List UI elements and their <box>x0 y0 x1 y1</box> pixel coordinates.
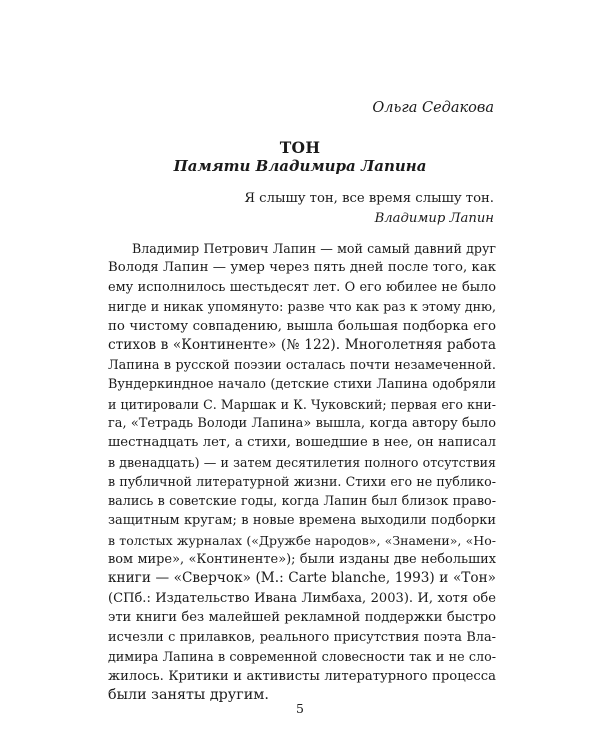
text-line: нигде и никак упомянуто: разве что как раз к этому дню, <box>108 299 496 315</box>
page-number: 5 <box>296 701 304 716</box>
text-line: димира Лапина в современной словесности так и не сло- <box>108 649 496 665</box>
text-line: вались в советские годы, когда Лапин был близок право- <box>108 493 496 509</box>
page-header-author: Ольга Седакова <box>372 100 494 116</box>
text-line: защитным кругам; в новые времена выходили подборки <box>108 513 496 529</box>
text-line: (СПб.: Издательство Ивана Лимбаха, 2003). И, хотя обе <box>108 590 496 606</box>
chapter-subtitle: Памяти Владимира Лапина <box>173 157 427 175</box>
text-line: в толстых журналах («Дружбе народов», «Знамени», «Но- <box>108 532 496 548</box>
chapter-title: ТОН <box>279 138 321 157</box>
text-line: га, «Тетрадь Володи Лапина» вышла, когда автору было <box>108 415 496 431</box>
text-line: Володя Лапин — умер через пять дней после того, как <box>108 260 496 276</box>
text-line: шестнадцать лет, а стихи, вошедшие в нее, он написал <box>108 435 496 451</box>
text-line: стихов в «Континенте» (№ 122). Многолетняя работа <box>108 337 496 354</box>
text-line: по чистому совпадению, вышла большая подборка его <box>108 318 496 334</box>
epigraph <box>244 189 494 229</box>
text-line: Лапина в русской поэзии осталась почти незамеченной. <box>108 357 496 373</box>
text-line: жилось. Критики и активисты литературного процесса <box>108 668 496 684</box>
text-line: эти книги без малейшей рекламной поддержки быстро <box>108 610 496 626</box>
text-line: были заняты другим. <box>108 687 269 704</box>
text-line: Вундеркиндное начало (детские стихи Лапина одобряли <box>108 377 496 393</box>
text-line: Владимир Петрович Лапин — мой самый давний друг <box>132 241 496 256</box>
text-line: и цитировали С. Маршак и К. Чуковский; первая его кни- <box>108 396 496 412</box>
text-line: исчезли с прилавков, реального присутствия поэта Вла- <box>108 629 496 645</box>
text-line: в двенадцать) — и затем десятилетия полного отсутствия <box>108 454 496 470</box>
epigraph-text: Я слышу тон, все время слышу тон. <box>244 191 494 206</box>
body-paragraph <box>108 239 496 706</box>
text-line: вом мире», «Континенте»); были изданы две небольших <box>108 552 496 567</box>
text-line: в публичной литературной жизни. Стихи его не публико- <box>108 474 496 490</box>
text-line: ему исполнилось шестьдесят лет. О его юбилее не было <box>108 279 496 295</box>
epigraph-author: Владимир Лапин <box>374 211 494 226</box>
text-line: книги — «Сверчок» (М.: Carte blanche, 1993) и «Тон» <box>108 570 496 587</box>
